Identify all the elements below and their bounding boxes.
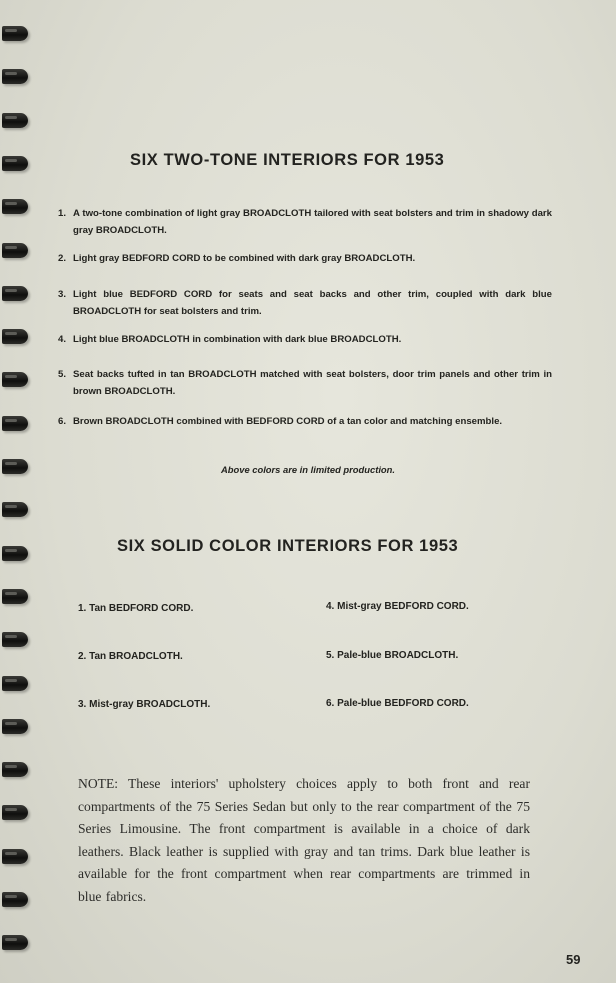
spiral-coil <box>2 286 28 301</box>
item-number: 5. <box>58 369 67 380</box>
two-tone-item <box>58 205 552 239</box>
solid-item: 4. Mist-gray BEDFORD CORD. <box>326 601 469 612</box>
two-tone-item <box>58 286 552 320</box>
spiral-coil <box>2 849 28 864</box>
item-text: Seat backs tufted in tan BROADCLOTH matched with seat bolsters, door trim panels and other trim in brown BROADCLOTH. <box>73 369 552 397</box>
spiral-binding <box>0 0 40 983</box>
spiral-coil <box>2 243 28 258</box>
solid-item: 6. Pale-blue BEDFORD CORD. <box>326 698 469 709</box>
two-tone-item <box>58 331 552 348</box>
solid-item: 2. Tan BROADCLOTH. <box>78 651 183 662</box>
page-number: 59 <box>566 952 581 967</box>
spiral-coil <box>2 156 28 171</box>
solid-item: 5. Pale-blue BROADCLOTH. <box>326 650 459 661</box>
spiral-coil <box>2 632 28 647</box>
item-number: 6. <box>58 416 67 427</box>
spiral-coil <box>2 329 28 344</box>
spiral-coil <box>2 892 28 907</box>
item-text: Light blue BROADCLOTH in combination with dark blue BROADCLOTH. <box>73 334 402 345</box>
item-text: Light gray BEDFORD CORD to be combined with dark gray BROADCLOTH. <box>73 253 416 264</box>
solid-item: 1. Tan BEDFORD CORD. <box>78 603 194 614</box>
spiral-coil <box>2 199 28 214</box>
spiral-coil <box>2 719 28 734</box>
spiral-coil <box>2 935 28 950</box>
spiral-coil <box>2 676 28 691</box>
spiral-coil <box>2 113 28 128</box>
solid-item: 3. Mist-gray BROADCLOTH. <box>78 699 211 710</box>
two-tone-item <box>58 413 552 430</box>
spiral-coil <box>2 546 28 561</box>
two-tone-item <box>58 250 552 267</box>
spiral-coil <box>2 762 28 777</box>
item-number: 4. <box>58 334 67 345</box>
upholstery-note: NOTE: These interiors' upholstery choices apply to both front and rear compartments of the 75 Series Sedan but only to the rear compartment of the 75 Series Limousine. The front compartment is available in a choice of dark leathers. Black leather is supplied with gray and tan trims. Dark blue leather is available for the front compartment when rear compartments are trimmed in blue fabrics. <box>78 776 530 904</box>
item-number: 3. <box>58 289 67 300</box>
limited-production-note: Above colors are in limited production. <box>221 464 395 475</box>
item-number: 1. <box>58 208 67 219</box>
solid-color-title: SIX SOLID COLOR INTERIORS FOR 1953 <box>117 537 459 555</box>
spiral-coil <box>2 69 28 84</box>
two-tone-item <box>58 366 552 400</box>
spiral-coil <box>2 416 28 431</box>
spiral-coil <box>2 589 28 604</box>
spiral-coil <box>2 805 28 820</box>
item-number: 2. <box>58 253 67 264</box>
item-text: A two-tone combination of light gray BROADCLOTH tailored with seat bolsters and trim in shadowy dark gray BROADCLOTH. <box>73 208 552 236</box>
item-text: Brown BROADCLOTH combined with BEDFORD CORD of a tan color and matching ensemble. <box>73 416 503 427</box>
spiral-coil <box>2 372 28 387</box>
spiral-coil <box>2 26 28 41</box>
two-tone-title: SIX TWO-TONE INTERIORS FOR 1953 <box>130 151 445 169</box>
spiral-coil <box>2 502 28 517</box>
item-text: Light blue BEDFORD CORD for seats and seat backs and other trim, coupled with dark blue BROADCLOTH for seat bolsters and trim. <box>73 289 552 317</box>
